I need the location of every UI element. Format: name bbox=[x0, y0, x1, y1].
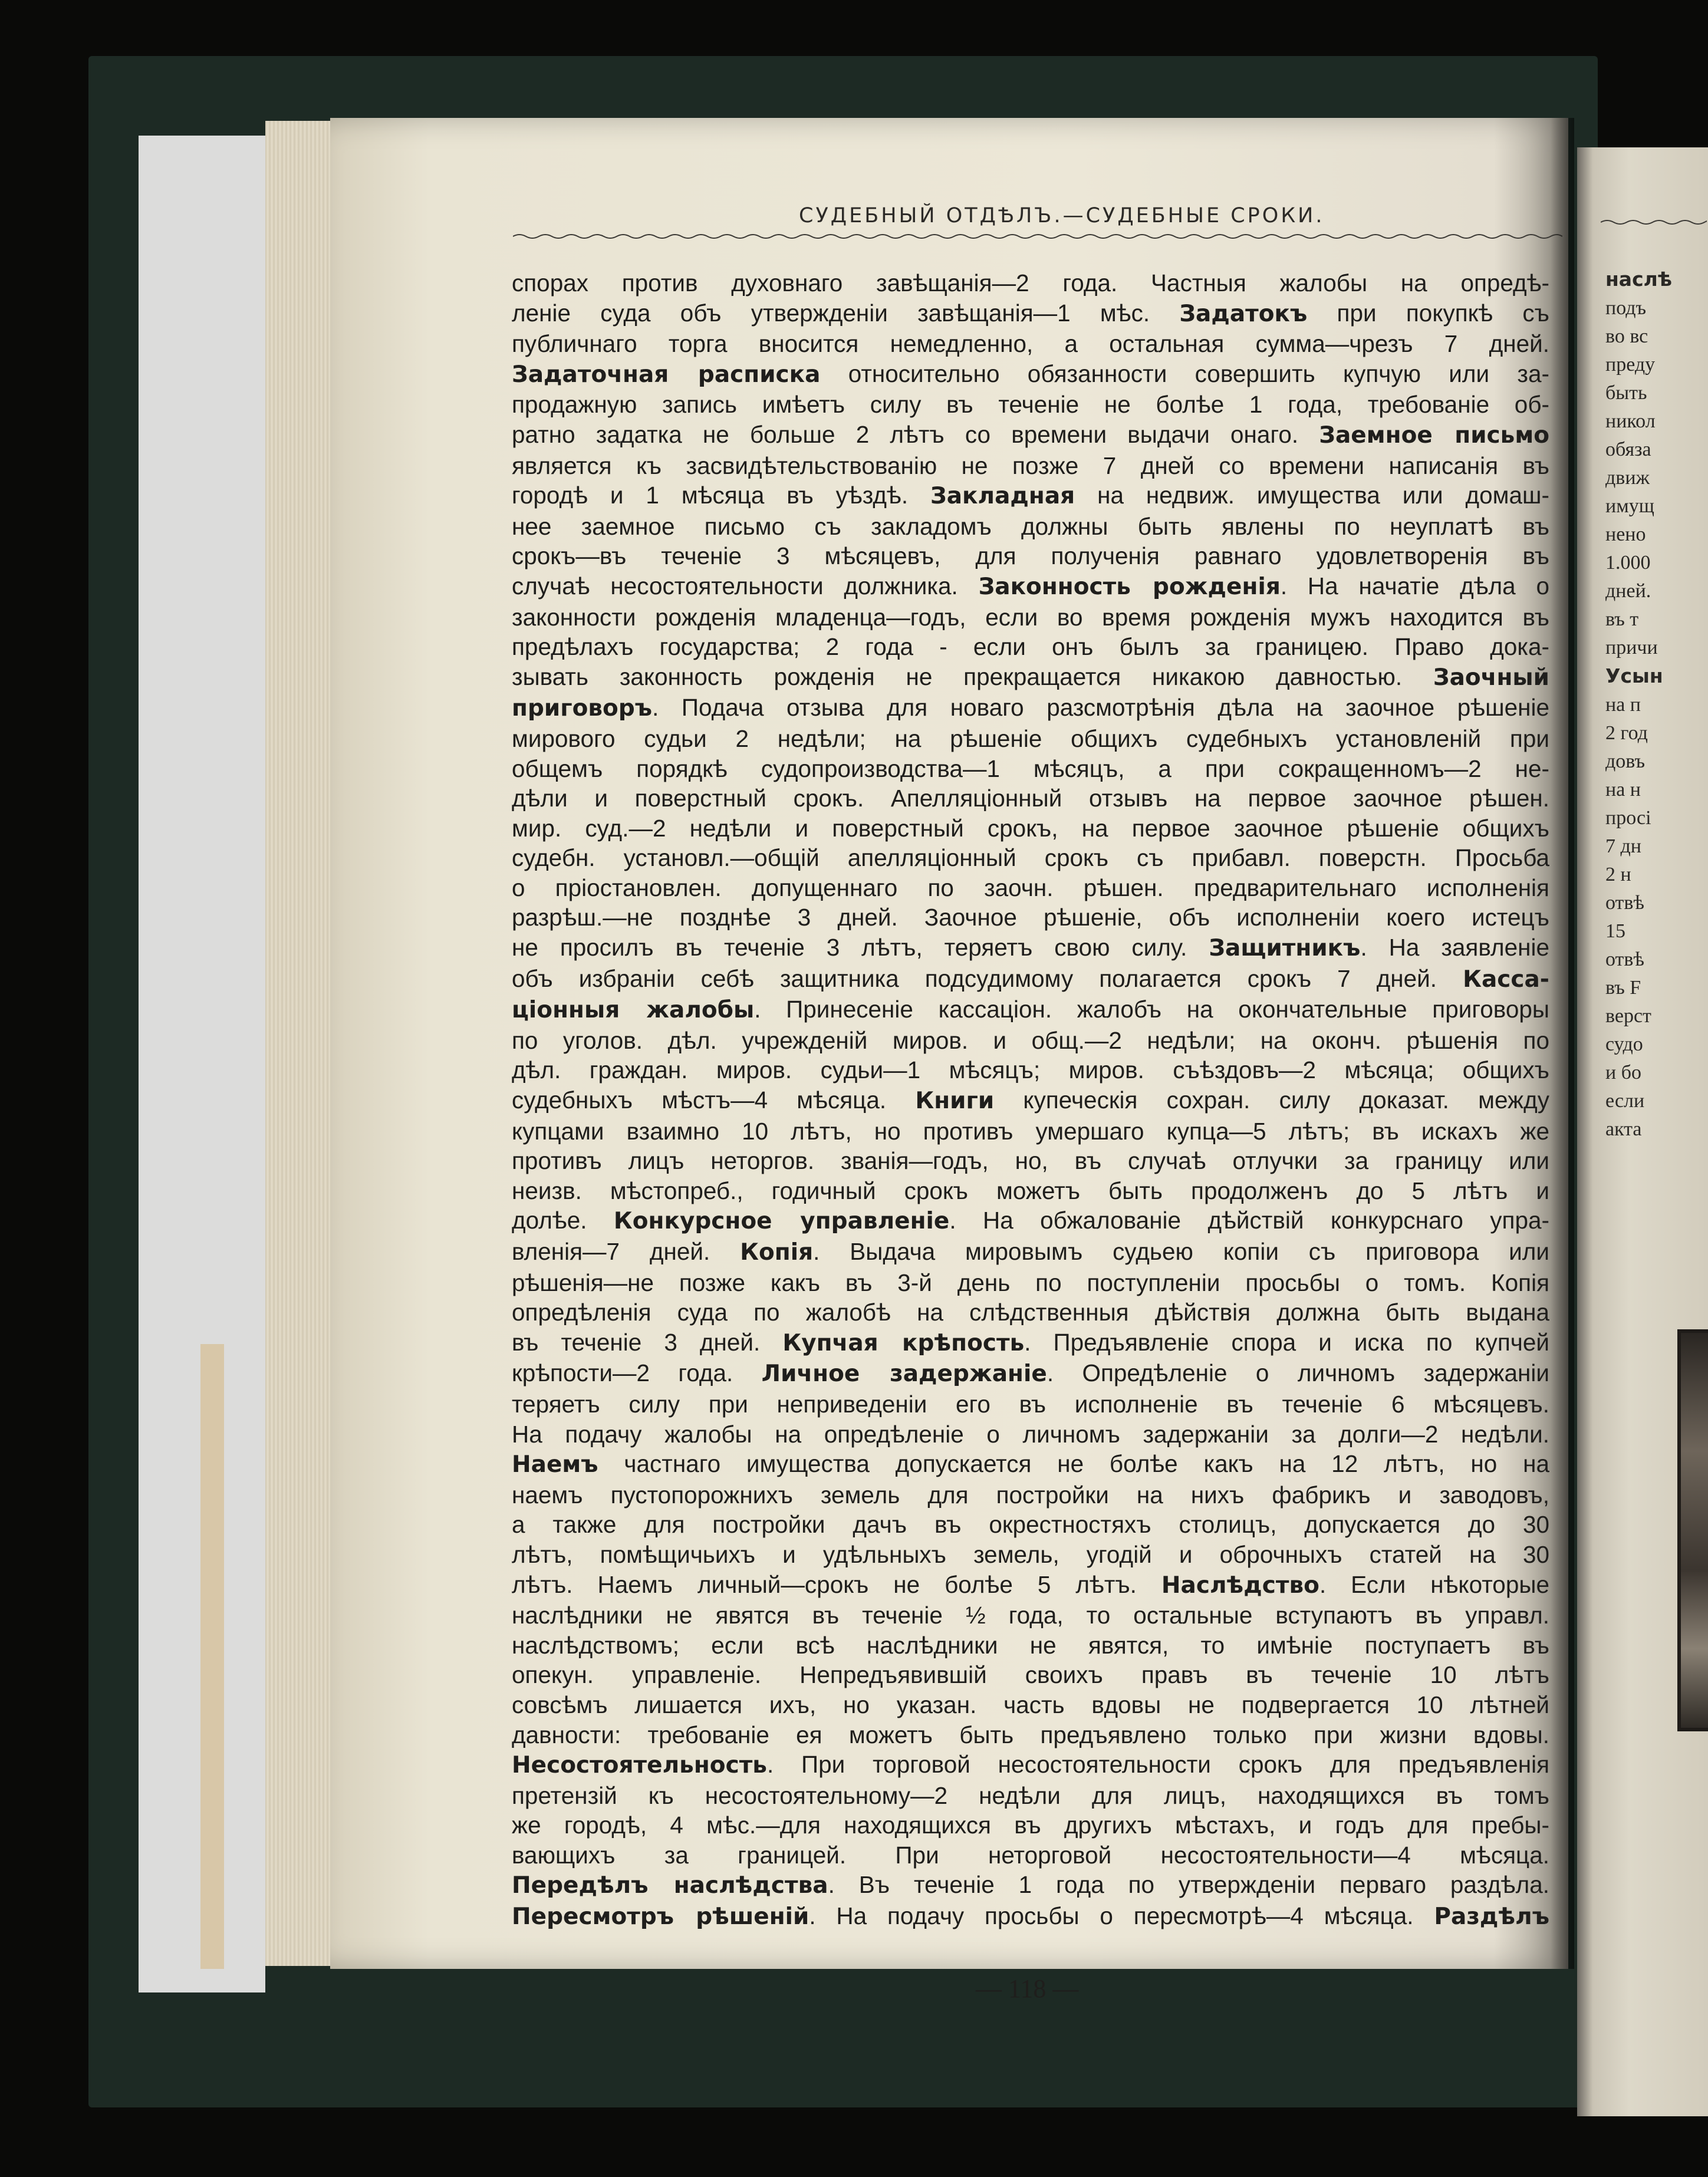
text-line bbox=[512, 873, 1549, 903]
text-segment: судебныхъ мѣстъ—4 мѣсяца. bbox=[512, 1086, 916, 1114]
text-segment: въ т bbox=[1605, 608, 1639, 630]
text-segment: судо bbox=[1605, 1033, 1643, 1055]
next-page-fragment bbox=[1577, 147, 1708, 2116]
text-segment: по уголов. дѣл. учрежденій миров. и общ.—2 недѣли; на оконч. рѣшенія по bbox=[512, 1026, 1549, 1054]
text-line bbox=[512, 1176, 1549, 1206]
entry-heading: Закладная bbox=[930, 483, 1075, 510]
text-segment: же городѣ, 4 мѣс.—для находящихся въ другихъ мѣстахъ, и годъ для пребы- bbox=[512, 1812, 1549, 1839]
entry-heading: Защитникъ bbox=[1209, 935, 1361, 962]
text-segment: судебн. установл.—общій апелляціонный срокъ съ прибавл. поверстн. Просьба bbox=[512, 844, 1549, 872]
text-segment: совсѣмъ лишается ихъ, но указан. часть вдовы не подвергается 10 лѣтней bbox=[512, 1691, 1549, 1718]
text-line bbox=[512, 1600, 1549, 1631]
text-segment: . Опредѣленіе о личномъ задержаніи bbox=[1046, 1359, 1549, 1387]
text-segment: преду bbox=[1605, 354, 1656, 376]
next-page-line bbox=[1605, 1087, 1708, 1115]
text-segment: . Предъявленіе спора и иска по купчей bbox=[1024, 1328, 1550, 1356]
text-line bbox=[512, 1810, 1549, 1840]
text-segment: городѣ и 1 мѣсяца въ уѣздѣ. bbox=[512, 482, 931, 509]
text-line bbox=[512, 541, 1549, 571]
text-segment: ратно задатка не больше 2 лѣтъ со времени выдачи онаго. bbox=[512, 420, 1319, 448]
text-segment: неизв. мѣстопреб., годичный срокъ можетъ быть продолженъ до 5 лѣтъ и bbox=[512, 1177, 1549, 1204]
entry-heading: Личное задержаніе bbox=[761, 1361, 1047, 1388]
text-line bbox=[512, 903, 1549, 933]
next-page-line bbox=[1605, 521, 1708, 549]
text-line bbox=[512, 1328, 1549, 1359]
text-line bbox=[512, 1055, 1549, 1085]
text-segment: купцами взаимно 10 лѣтъ, но противъ умершаго купца—5 лѣтъ; въ искахъ же bbox=[512, 1117, 1549, 1145]
text-segment: . На подачу просьбы о пересмотрѣ—4 мѣсяца. bbox=[809, 1902, 1434, 1930]
text-line bbox=[512, 571, 1549, 602]
text-segment: отвѣ bbox=[1605, 892, 1644, 914]
entry-heading: Копія bbox=[740, 1239, 814, 1266]
text-line bbox=[512, 1660, 1549, 1690]
text-segment: нено bbox=[1605, 523, 1646, 545]
text-segment: претензій къ несостоятельному—2 недѣли для лицъ, находящихся въ томъ bbox=[512, 1781, 1549, 1809]
text-line bbox=[512, 1480, 1549, 1510]
text-line bbox=[512, 1750, 1549, 1781]
next-page-line bbox=[1605, 436, 1708, 464]
text-line bbox=[512, 1268, 1549, 1298]
text-segment: наслѣдники не явятся въ теченіе ½ года, то остальные вступаютъ въ управл. bbox=[512, 1602, 1549, 1629]
entry-heading: Передѣлъ наслѣдства bbox=[512, 1872, 828, 1899]
text-segment: частнаго имущества допускается не болѣе какъ на 12 лѣтъ, но на bbox=[598, 1450, 1549, 1478]
entry-heading: Задаточная расписка bbox=[512, 361, 821, 388]
entry-heading: Законность рожденія bbox=[978, 573, 1281, 600]
text-segment: если bbox=[1605, 1090, 1645, 1112]
text-segment: подъ bbox=[1605, 297, 1647, 319]
next-page-line bbox=[1605, 265, 1708, 294]
text-line bbox=[512, 693, 1549, 724]
next-page-text bbox=[1605, 265, 1708, 1144]
text-line bbox=[512, 268, 1549, 298]
text-segment: законности рожденія младенца—годъ, если во время рожденія мужъ находится въ bbox=[512, 603, 1549, 631]
text-segment: . На обжалованіе дѣйствій конкурснаго упра- bbox=[949, 1207, 1549, 1234]
text-segment: . Если нѣкоторые bbox=[1319, 1570, 1549, 1598]
text-segment: верст bbox=[1605, 1005, 1651, 1027]
text-line bbox=[512, 359, 1549, 390]
next-page-line bbox=[1605, 322, 1708, 351]
text-line bbox=[512, 1297, 1549, 1328]
entry-heading: Несостоятельность bbox=[512, 1752, 767, 1779]
text-line bbox=[512, 783, 1549, 814]
next-page-line bbox=[1605, 379, 1708, 407]
next-page-line bbox=[1605, 1002, 1708, 1030]
text-line bbox=[512, 1237, 1549, 1268]
entry-heading: Заочный bbox=[1433, 664, 1549, 691]
text-line bbox=[512, 843, 1549, 873]
next-page-line bbox=[1605, 492, 1708, 521]
text-line bbox=[512, 1449, 1549, 1480]
paper-strip bbox=[200, 1344, 224, 1969]
next-page-line bbox=[1605, 946, 1708, 974]
next-page-line bbox=[1605, 747, 1708, 776]
text-segment: относительно обязанности совершить купчую или за- bbox=[820, 360, 1549, 387]
text-segment: продажную запись имѣетъ силу въ теченіе не болѣе 1 года, требованіе об- bbox=[512, 391, 1549, 419]
text-line bbox=[512, 814, 1549, 844]
text-segment: во вс bbox=[1605, 325, 1648, 347]
text-segment: 7 дн bbox=[1605, 835, 1641, 857]
next-page-line bbox=[1605, 605, 1708, 634]
text-line bbox=[512, 1540, 1549, 1570]
text-segment: . При торговой несостоятельности срокъ для предъявленія bbox=[766, 1751, 1549, 1779]
next-page-line bbox=[1605, 1115, 1708, 1144]
text-segment: долѣе. bbox=[512, 1207, 614, 1234]
text-segment: рѣшенія—не позже какъ въ 3-й день по поступленіи просьбы о томъ. Копія bbox=[512, 1269, 1549, 1296]
text-line bbox=[512, 390, 1549, 420]
entry-heading: Книги bbox=[915, 1088, 995, 1115]
text-segment: дѣл. граждан. миров. судьи—1 мѣсяцъ; миров. съѣздовъ—2 мѣсяца; общихъ bbox=[512, 1056, 1549, 1084]
text-line bbox=[512, 662, 1549, 693]
text-segment: дѣли и поверстный срокъ. Апелляціонный отзывъ на первое заочное рѣшен. bbox=[512, 785, 1549, 812]
text-segment: На подачу жалобы на опредѣленіе о личномъ задержаніи за долги—2 недѣли. bbox=[512, 1420, 1549, 1448]
text-line bbox=[512, 724, 1549, 754]
text-segment: просі bbox=[1605, 807, 1651, 829]
text-line bbox=[512, 602, 1549, 633]
next-page-line bbox=[1605, 804, 1708, 832]
text-segment: разрѣш.—не позднѣе 3 дней. Заочное рѣшеніе, объ исполненіи коего истецъ bbox=[512, 904, 1549, 931]
text-segment: не просилъ въ теченіе 3 лѣтъ, теряетъ свою силу. bbox=[512, 934, 1209, 961]
text-line bbox=[512, 1901, 1549, 1932]
text-segment: при покупкѣ съ bbox=[1307, 299, 1549, 327]
text-segment: 2 год bbox=[1605, 722, 1648, 744]
text-segment: опекун. управленіе. Непредъявившій своихъ правъ въ теченіе 10 лѣтъ bbox=[512, 1661, 1549, 1689]
next-page-line bbox=[1605, 549, 1708, 577]
text-segment: опредѣленія суда по жалобѣ на слѣдственныя дѣйствія должна быть выдана bbox=[512, 1299, 1549, 1326]
next-page-rule bbox=[1601, 218, 1707, 226]
text-segment: . Принесеніе кассаціон. жалобъ на окончательные приговоры bbox=[754, 996, 1549, 1023]
next-page-line bbox=[1605, 577, 1708, 605]
text-segment: 1.000 bbox=[1605, 552, 1651, 574]
text-segment: нее заемное письмо съ закладомъ должны быть явлены по неуплатѣ въ bbox=[512, 512, 1549, 540]
entry-heading: Задатокъ bbox=[1179, 300, 1308, 327]
next-page-line bbox=[1605, 776, 1708, 804]
text-line bbox=[512, 994, 1549, 1026]
text-line bbox=[512, 1870, 1549, 1901]
text-line bbox=[512, 1720, 1549, 1750]
text-line bbox=[512, 964, 1549, 995]
header-rule bbox=[513, 232, 1562, 241]
text-segment: . На начатіе дѣла о bbox=[1280, 572, 1550, 600]
entry-heading: Наслѣдство bbox=[1161, 1572, 1319, 1599]
text-line bbox=[512, 1358, 1549, 1389]
text-segment: срокъ—въ теченіе 3 мѣсяцевъ, для полученія равнаго удовлетворенія въ bbox=[512, 542, 1549, 570]
text-line bbox=[512, 1085, 1549, 1117]
text-line bbox=[512, 1781, 1549, 1811]
next-page-line bbox=[1605, 294, 1708, 322]
text-segment: въ теченіе 3 дней. bbox=[512, 1328, 783, 1356]
text-segment: давности: требованіе ея можетъ быть предъявлено только при жизни вдовы. bbox=[512, 1721, 1549, 1748]
text-line bbox=[512, 480, 1549, 512]
text-segment: случаѣ несостоятельности должника. bbox=[512, 572, 979, 600]
entry-heading: Раздѣлъ bbox=[1434, 1903, 1550, 1931]
next-page-line bbox=[1605, 691, 1708, 719]
text-segment: 15 bbox=[1605, 920, 1625, 942]
next-page-line bbox=[1605, 464, 1708, 492]
text-segment: мирового судьи 2 недѣли; на рѣшеніе общихъ судебныхъ установленій при bbox=[512, 724, 1549, 752]
next-page-line bbox=[1605, 832, 1708, 861]
text-line bbox=[512, 1570, 1549, 1601]
body-text bbox=[512, 268, 1549, 1932]
next-page-line bbox=[1605, 1030, 1708, 1059]
entry-heading: Заемное письмо bbox=[1319, 421, 1550, 449]
text-segment: довъ bbox=[1605, 750, 1646, 772]
text-segment: вленія—7 дней. bbox=[512, 1238, 741, 1265]
text-segment: никол bbox=[1605, 410, 1656, 432]
text-segment: объ избраніи себѣ защитника подсудимому полагается срокъ 7 дней. bbox=[512, 964, 1463, 992]
text-segment: дней. bbox=[1605, 580, 1651, 602]
text-segment: . Подача отзыва для новаго разсмотрѣнія дѣла на заочное рѣшеніе bbox=[652, 694, 1549, 722]
text-line bbox=[512, 1206, 1549, 1237]
text-segment: о пріостановлен. допущеннаго по заочн. рѣшен. предварительнаго исполненія bbox=[512, 874, 1549, 901]
text-line bbox=[512, 420, 1549, 451]
text-line bbox=[512, 1510, 1549, 1540]
next-page-line bbox=[1605, 974, 1708, 1002]
entry-heading: Касса- bbox=[1463, 966, 1549, 993]
text-segment: причи bbox=[1605, 637, 1658, 658]
text-line bbox=[512, 1026, 1549, 1056]
text-segment: наслѣдствомъ; если всѣ наслѣдники не явятся, то имѣніе поступаетъ въ bbox=[512, 1631, 1549, 1659]
text-segment: обяза bbox=[1605, 439, 1651, 460]
text-segment: крѣпости—2 года. bbox=[512, 1359, 762, 1387]
next-page-line bbox=[1605, 719, 1708, 747]
next-page-line bbox=[1605, 634, 1708, 662]
text-line bbox=[512, 1631, 1549, 1661]
text-line bbox=[512, 512, 1549, 542]
text-segment: теряетъ силу при неприведеніи его въ исполненіе въ теченіе 6 мѣсяцевъ. bbox=[512, 1390, 1549, 1418]
next-page-line bbox=[1605, 662, 1708, 691]
gutter-shadow bbox=[1551, 118, 1574, 1969]
text-segment: на недвиж. имущества или домаш- bbox=[1075, 482, 1549, 509]
text-segment: является къ засвидѣтельствованію не позже 7 дней со времени написанія въ bbox=[512, 452, 1549, 479]
text-segment: въ F bbox=[1605, 977, 1641, 999]
text-line bbox=[512, 1146, 1549, 1176]
text-segment: акта bbox=[1605, 1118, 1642, 1140]
text-segment: быть bbox=[1605, 382, 1647, 404]
text-segment: предѣлахъ государства; 2 года - если онъ былъ за границею. Право дока- bbox=[512, 633, 1549, 661]
text-line bbox=[512, 754, 1549, 784]
next-page-line bbox=[1605, 861, 1708, 889]
entry-heading: Наемъ bbox=[512, 1451, 598, 1478]
text-segment: наемъ пустопорожнихъ земель для постройки на нихъ фабрикъ и заводовъ, bbox=[512, 1481, 1549, 1509]
text-segment: лѣтъ. Наемъ личный—срокъ не болѣе 5 лѣтъ. bbox=[512, 1570, 1161, 1598]
photo-fragment bbox=[1677, 1329, 1708, 1731]
text-segment: противъ лицъ неторгов. званія—годъ, но, въ случаѣ отлучки за границу или bbox=[512, 1147, 1549, 1175]
text-segment: отвѣ bbox=[1605, 948, 1644, 970]
text-segment: купеческія сохран. силу доказат. между bbox=[994, 1086, 1549, 1114]
text-segment: мир. суд.—2 недѣли и поверстный срокъ, на первое заочное рѣшеніе общихъ bbox=[512, 814, 1549, 842]
text-segment: спорах против духовнаго завѣщанія—2 года. Частныя жалобы на опредѣ- bbox=[512, 269, 1549, 297]
entry-heading: Конкурсное управленіе bbox=[613, 1208, 950, 1235]
text-line bbox=[512, 1117, 1549, 1147]
next-page-line bbox=[1605, 407, 1708, 436]
text-line bbox=[512, 1690, 1549, 1720]
text-line bbox=[512, 298, 1549, 330]
text-segment: и бо bbox=[1605, 1062, 1641, 1083]
entry-heading: наслѣ bbox=[1605, 268, 1673, 291]
text-segment: имущ bbox=[1605, 495, 1654, 517]
text-line bbox=[512, 329, 1549, 359]
text-line bbox=[512, 933, 1549, 964]
text-segment: публичнаго торга вносится немедленно, а остальная сумма—чрезъ 7 дней. bbox=[512, 330, 1549, 358]
text-line bbox=[512, 451, 1549, 481]
page-number: — 118 — bbox=[976, 1974, 1079, 2003]
text-segment: 2 н bbox=[1605, 864, 1631, 885]
entry-heading: ціонныя жалобы bbox=[512, 997, 755, 1024]
next-page-line bbox=[1605, 917, 1708, 946]
next-page-line bbox=[1605, 1059, 1708, 1087]
entry-heading: приговоръ bbox=[512, 695, 653, 722]
text-segment: . Выдача мировымъ судьею копіи съ приговора или bbox=[813, 1238, 1549, 1265]
text-segment: леніе суда объ утвержденіи завѣщанія—1 мѣс. bbox=[512, 299, 1180, 327]
entry-heading: Купчая крѣпость bbox=[782, 1329, 1025, 1356]
next-page-line bbox=[1605, 889, 1708, 917]
next-page-line bbox=[1605, 351, 1708, 379]
text-segment: лѣтъ, помѣщичьихъ и удѣльныхъ земель, угодій и оброчныхъ статей на 30 bbox=[512, 1540, 1549, 1568]
text-segment: а также для постройки дачъ въ окрестностяхъ столицъ, допускается до 30 bbox=[512, 1511, 1549, 1539]
text-segment: на н bbox=[1605, 779, 1641, 801]
text-segment: вающихъ за границей. При неторговой несостоятельности—4 мѣсяца. bbox=[512, 1841, 1549, 1869]
text-segment: . Въ теченіе 1 года по утвержденіи перваго раздѣла. bbox=[828, 1871, 1549, 1899]
text-line bbox=[512, 1840, 1549, 1870]
entry-heading: Пересмотръ рѣшеній bbox=[512, 1903, 809, 1931]
text-line bbox=[512, 1389, 1549, 1420]
text-segment: на п bbox=[1605, 694, 1641, 716]
running-title: СУДЕБНЫЙ ОТДѢЛЪ.—СУДЕБНЫЕ СРОКИ. bbox=[799, 204, 1325, 228]
text-line bbox=[512, 1420, 1549, 1450]
text-segment: зывать законность рожденія не прекращается никакою давностью. bbox=[512, 663, 1433, 690]
text-line bbox=[512, 632, 1549, 662]
entry-heading: Усын bbox=[1605, 664, 1663, 687]
text-segment: движ bbox=[1605, 467, 1650, 489]
text-segment: общемъ порядкѣ судопроизводства—1 мѣсяцъ, а при сокращенномъ—2 не- bbox=[512, 755, 1549, 782]
text-segment: . На заявленіе bbox=[1360, 934, 1549, 961]
